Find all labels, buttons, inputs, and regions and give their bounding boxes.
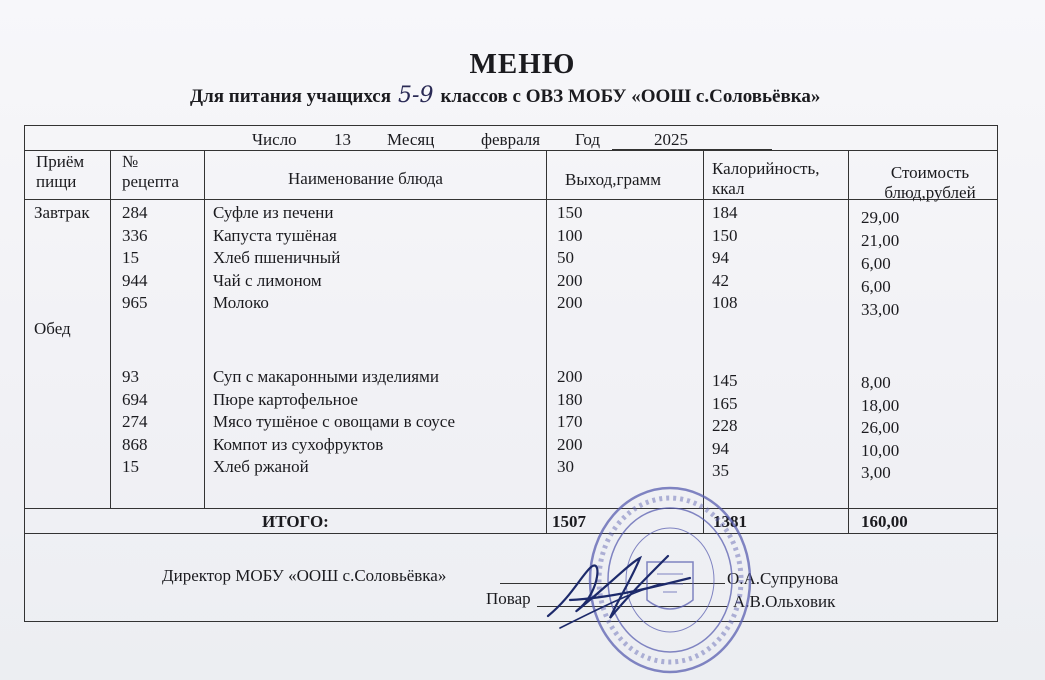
table-cell: 165	[712, 393, 738, 413]
table-cell: Суп с макаронными изделиями	[213, 367, 439, 386]
total-bottom-rule	[24, 533, 998, 534]
table-cell: 15	[122, 248, 139, 267]
table-cell: 150	[557, 203, 583, 222]
director-label: Директор МОБУ «ООШ с.Соловьёвка»	[162, 566, 447, 585]
total-label: ИТОГО:	[262, 512, 329, 531]
month-value: февраля	[481, 130, 541, 149]
breakfast-recipes	[122, 202, 148, 315]
total-yield: 1507	[552, 512, 586, 531]
table-cell: 94	[712, 248, 729, 267]
col-divider-3	[546, 150, 547, 533]
table-cell: 868	[122, 434, 148, 454]
col-divider-4	[703, 150, 704, 533]
table-cell: 228	[712, 416, 738, 435]
table-cell: 274	[122, 412, 148, 431]
year-label: Год	[575, 130, 600, 149]
table-cell: 3,00	[861, 463, 891, 482]
table-cell: 200	[557, 293, 583, 312]
table-cell: Капуста тушёная	[213, 225, 337, 245]
date-line	[24, 128, 996, 150]
table-cell: 26,00	[861, 418, 900, 437]
table-cell: 42	[712, 270, 729, 290]
table-cell: 29,00	[861, 208, 900, 227]
table-cell: 944	[122, 270, 148, 290]
table-cell: Хлеб ржаной	[213, 457, 309, 476]
table-cell: 100	[557, 225, 583, 245]
lunch-costs	[861, 372, 899, 485]
table-cell: 94	[712, 438, 729, 458]
menu-title: МЕНЮ	[469, 48, 576, 80]
subtitle-prefix: Для питания учащихся	[190, 86, 392, 107]
table-cell: Суфле из печени	[213, 203, 334, 222]
header-top-rule	[24, 150, 998, 151]
table-cell: 694	[122, 389, 148, 409]
table-cell: Мясо тушёное с овощами в соусе	[213, 412, 456, 431]
col-header-cost: Стоимость блюд,рублей	[884, 163, 976, 202]
table-cell: 200	[557, 434, 583, 454]
month-label: Месяц	[387, 130, 435, 149]
table-cell: 50	[557, 248, 574, 267]
table-cell: 108	[712, 293, 738, 312]
table-cell: 150	[712, 225, 738, 245]
lunch-dishes	[213, 366, 455, 479]
cook-label: Повар	[486, 589, 531, 608]
year-value: 2025	[654, 130, 688, 149]
table-cell: 93	[122, 367, 139, 386]
header-bottom-rule	[24, 199, 998, 200]
meal-lunch: Обед	[34, 319, 71, 338]
col-header-dish: Наименование блюда	[288, 169, 443, 188]
table-cell: Хлеб пшеничный	[213, 248, 341, 267]
table-cell: 200	[557, 270, 583, 290]
table-cell: 170	[557, 412, 583, 431]
signature-scribble	[540, 538, 710, 633]
col-header-meal: Приём пищи	[36, 152, 85, 191]
meal-breakfast: Завтрак	[34, 203, 90, 222]
table-cell: 6,00	[861, 277, 891, 296]
col-divider-5	[848, 150, 849, 533]
total-kcal: 1381	[713, 512, 747, 531]
table-cell: 180	[557, 389, 583, 409]
breakfast-kcal	[712, 202, 738, 315]
table-cell: 18,00	[861, 395, 900, 415]
total-cost: 160,00	[861, 512, 908, 531]
body-bottom-rule	[24, 508, 998, 509]
col-divider-1	[110, 150, 111, 508]
table-cell: Молоко	[213, 293, 269, 312]
col-header-calories: Калорийность, ккал	[712, 159, 820, 198]
table-cell: 184	[712, 203, 738, 222]
table-cell: 145	[712, 371, 738, 390]
table-cell: 200	[557, 367, 583, 386]
director-name: О.А.Супрунова	[727, 569, 839, 588]
subtitle-suffix: классов с ОВЗ МОБУ «ООШ с.Соловьёвка»	[440, 86, 821, 107]
breakfast-yields	[557, 202, 583, 315]
table-cell: 35	[712, 461, 729, 480]
table-cell: 30	[557, 457, 574, 476]
table-cell: 15	[122, 457, 139, 476]
table-cell: Чай с лимоном	[213, 270, 322, 290]
day-value: 13	[334, 130, 351, 149]
table-cell: 6,00	[861, 254, 891, 273]
col-header-recipe: № рецепта	[122, 152, 179, 191]
table-cell: 965	[122, 293, 148, 312]
day-label: Число	[252, 130, 297, 149]
breakfast-costs	[861, 206, 899, 321]
table-cell: 10,00	[861, 440, 900, 460]
lunch-yields	[557, 366, 583, 479]
handwritten-grades: 5-9	[398, 83, 434, 108]
table-cell: 284	[122, 203, 148, 222]
table-cell: Компот из сухофруктов	[213, 434, 384, 454]
col-divider-2	[204, 150, 205, 508]
table-cell: 33,00	[861, 300, 900, 319]
table-cell: Пюре картофельное	[213, 389, 358, 409]
breakfast-dishes	[213, 202, 340, 315]
table-cell: 336	[122, 225, 148, 245]
table-cell: 8,00	[861, 373, 891, 392]
lunch-kcal	[712, 370, 738, 483]
table-cell: 21,00	[861, 231, 900, 250]
lunch-recipes	[122, 366, 148, 479]
menu-subtitle	[190, 83, 880, 108]
cook-name: А.В.Ольховик	[733, 592, 836, 611]
col-header-yield: Выход,грамм	[565, 170, 662, 189]
